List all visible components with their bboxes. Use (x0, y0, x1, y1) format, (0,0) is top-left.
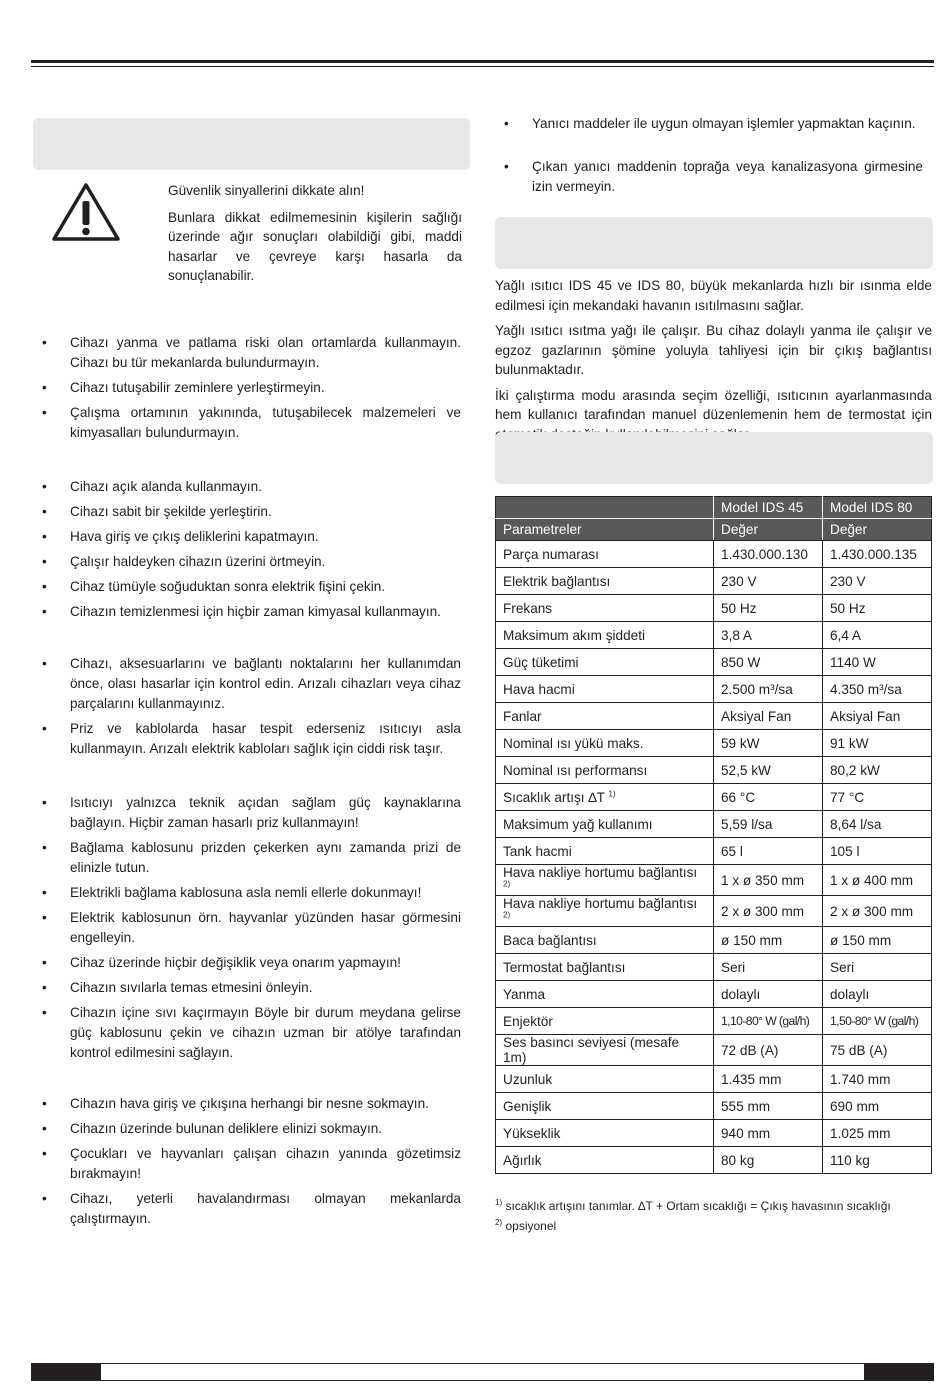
bullet-item: • Cihazı, yeterli havalandırması olmayan mekanlarda çalıştırmayın. (33, 1189, 461, 1229)
bullet-item: • Priz ve kablolarda hasar tespit ederseniz ısıtıcıyı asla kullanmayın. Arızalı elektrik kabloları sağlık için ciddi risk taşır. (33, 719, 461, 759)
footnotes (495, 1196, 932, 1236)
bullet-item: • Çocukları ve hayvanları çalışan cihazın yanında gözetimsiz bırakmayın! (33, 1144, 461, 1184)
value-cell: 2 x ø 300 mm (714, 896, 823, 927)
bullet-item: • Cihazın sıvılarla temas etmesini önleyin. (33, 978, 461, 998)
parameter-cell: Maksimum yağ kullanımı (496, 811, 714, 838)
bullet-item: • Cihazı açık alanda kullanmayın. (33, 477, 461, 497)
value-cell: 555 mm (714, 1093, 823, 1120)
right-bullet-2: • Çıkan yanıcı maddenin toprağa veya kanalizasyona girmesine izin vermeyin. (495, 157, 923, 197)
bullet-item: • Cihazı, aksesuarlarını ve bağlantı noktalarını her kullanımdan önce, olası hasarlar için kontrol edin. Arızalı cihazları veya cihaz parçalarını kullanmayınız. (33, 654, 461, 714)
bullet-item: • Cihaz üzerinde hiçbir değişiklik veya onarım yapmayın! (33, 953, 461, 973)
bullet-item: • Cihazı tutuşabilir zeminlere yerleştirmeyin. (33, 378, 461, 398)
value-cell: dolaylı (823, 981, 932, 1008)
parameter-cell: Yanma (496, 981, 714, 1008)
value-cell: 940 mm (714, 1120, 823, 1147)
table-header-row-1 (496, 497, 932, 519)
bullet-item: • Isıtıcıyı yalnızca teknik açıdan sağlam güç kaynaklarına bağlayın. Hiçbir zaman hasarlı priz kullanmayın! (33, 793, 461, 833)
value-cell: 1140 W (823, 649, 932, 676)
parameter-cell: Nominal ısı performansı (496, 757, 714, 784)
table-row (496, 1093, 932, 1120)
table-row (496, 757, 932, 784)
value-cell: 690 mm (823, 1093, 932, 1120)
parameter-cell: Hava nakliye hortumu bağlantısı $^{2)}$ (496, 896, 714, 927)
table-row (496, 1147, 932, 1174)
table-row (496, 622, 932, 649)
value-cell: 1 x ø 400 mm (823, 865, 932, 896)
table-row (496, 1066, 932, 1093)
table-row (496, 568, 932, 595)
value-cell: 1.740 mm (823, 1066, 932, 1093)
value-cell: 6,4 A (823, 622, 932, 649)
warning-line-1: Güvenlik sinyallerini dikkate alın! (168, 183, 365, 198)
header-cell: Model IDS 80 (823, 497, 932, 519)
value-cell: 65 l (714, 838, 823, 865)
value-cell: 1,50-80° W (gal/h) (823, 1008, 932, 1035)
table-row (496, 896, 932, 927)
value-cell: 850 W (714, 649, 823, 676)
table-row (496, 703, 932, 730)
value-cell: 50 Hz (714, 595, 823, 622)
bullet-item: • Cihazı yanma ve patlama riski olan ortamlarda kullanmayın. Cihazı bu tür mekanlarda bulundurmayın. (33, 333, 461, 373)
description (495, 276, 932, 450)
bullet-item: • Bağlama kablosunu prizden çekerken aynı zamanda prizi de elinizle tutun. (33, 838, 461, 878)
value-cell: ø 150 mm (823, 927, 932, 954)
table-row (496, 730, 932, 757)
parameter-cell: Enjektör (496, 1008, 714, 1035)
value-cell: 1 x ø 350 mm (714, 865, 823, 896)
value-cell: Seri (823, 954, 932, 981)
table-row (496, 649, 932, 676)
value-cell: Aksiyal Fan (823, 703, 932, 730)
value-cell: 91 kW (823, 730, 932, 757)
header-cell: Değer (823, 519, 932, 541)
table-row (496, 927, 932, 954)
right-bullets (495, 114, 923, 202)
value-cell: 80,2 kW (823, 757, 932, 784)
bullet-item: • Elektrik kablosunun örn. hayvanlar yüzünden hasar görmesini engelleyin. (33, 908, 461, 948)
value-cell: 5,59 l/sa (714, 811, 823, 838)
parameter-cell: Hava hacmi (496, 676, 714, 703)
value-cell: 230 V (714, 568, 823, 595)
bullet-item: • Elektrikli bağlama kablosuna asla nemli ellerle dokunmayı! (33, 883, 461, 903)
value-cell: 1.430.000.135 (823, 541, 932, 568)
value-cell: 105 l (823, 838, 932, 865)
value-cell: 1.435 mm (714, 1066, 823, 1093)
bullet-item: • Cihazın üzerinde bulunan deliklere elinizi sokmayın. (33, 1119, 461, 1139)
parameter-cell: Genişlik (496, 1093, 714, 1120)
bullet-item: • Hava giriş ve çıkış deliklerini kapatmayın. (33, 527, 461, 547)
table-row (496, 784, 932, 811)
bullet-item: • Cihazın içine sıvı kaçırmayın Böyle bir durum meydana gelirse güç kablosunu çekin ve cihazın uzman bir atölye tarafından kontrol edilmesini sağlayın. (33, 1003, 461, 1063)
parameter-cell: Tank hacmi (496, 838, 714, 865)
bullet-group-2 (33, 477, 461, 627)
table-row (496, 1120, 932, 1147)
bullet-item: • Cihaz tümüyle soğuduktan sonra elektrik fişini çekin. (33, 577, 461, 597)
value-cell: 75 dB (A) (823, 1035, 932, 1066)
parameter-cell: Hava nakliye hortumu bağlantısı $^{2)}$ (496, 865, 714, 896)
bullet-item: • Çalışma ortamının yakınında, tutuşabilecek malzemeleri ve kimyasalları bulundurmayın. (33, 403, 461, 443)
table-row (496, 676, 932, 703)
footnote-1: $^{1)}$ sıcaklık artışını tanımlar. ∆T + Ortam sıcaklığı = Çıkış havasının sıcaklığı (495, 1198, 891, 1213)
parameter-cell: Parça numarası (496, 541, 714, 568)
value-cell: 66 °C (714, 784, 823, 811)
bullet-item: • Çalışır haldeyken cihazın üzerini örtmeyin. (33, 552, 461, 572)
left-section-heading (33, 118, 470, 170)
value-cell: 80 kg (714, 1147, 823, 1174)
parameter-cell: Nominal ısı yükü maks. (496, 730, 714, 757)
table-row (496, 1035, 932, 1066)
value-cell: 230 V (823, 568, 932, 595)
value-cell: 3,8 A (714, 622, 823, 649)
bullet-group-3 (33, 654, 461, 764)
table-row (496, 811, 932, 838)
footnote-2: $^{2)}$ opsiyonel (495, 1218, 557, 1233)
table-row (496, 981, 932, 1008)
warning-line-2: Bunlara dikkat edilmemesinin kişilerin sağlığı üzerinde ağır sonuçları olabildiği gibi, maddi hasarlar ve çevreye karşı hasarla da sonuçlanabilir. (168, 209, 462, 283)
parameter-cell: Ses basıncı seviyesi (mesafe 1m) (496, 1035, 714, 1066)
bullet-group-5 (33, 1094, 461, 1234)
value-cell: 77 °C (823, 784, 932, 811)
right-bullet-1: • Yanıcı maddeler ile uygun olmayan işlemler yapmaktan kaçının. (495, 114, 923, 134)
parameter-cell: Elektrik bağlantısı (496, 568, 714, 595)
value-cell: Seri (714, 954, 823, 981)
parameter-cell: Maksimum akım şiddeti (496, 622, 714, 649)
value-cell: dolaylı (714, 981, 823, 1008)
value-cell: 72 dB (A) (714, 1035, 823, 1066)
description-para-3: İki çalıştırma modu arasında seçim özelliği, ısıtıcının ayarlanmasında hem kullanıcı tarafından manuel düzenlemenin hem de termostat için (495, 387, 932, 422)
parameter-cell: Frekans (496, 595, 714, 622)
bullet-item: • Cihazı sabit bir şekilde yerleştirin. (33, 502, 461, 522)
table-row (496, 865, 932, 896)
technical-data-heading (495, 432, 933, 484)
value-cell: 2 x ø 300 mm (823, 896, 932, 927)
description-para-2: Yağlı ısıtıcı ısıtma yağı ile çalışır. Bu cihaz dolaylı yanma ile çalışır ve egzoz gazlarının şömine yoluyla tahliyesi için bir çıkış bağlantısı bulunmaktadır. (495, 323, 932, 377)
parameter-cell: Güç tüketimi (496, 649, 714, 676)
parameter-cell: Termostat bağlantısı (496, 954, 714, 981)
parameter-cell: Baca bağlantısı (496, 927, 714, 954)
value-cell: 110 kg (823, 1147, 932, 1174)
value-cell: 4.350 m³/sa (823, 676, 932, 703)
parameter-cell: Fanlar (496, 703, 714, 730)
value-cell: 50 Hz (823, 595, 932, 622)
table-row (496, 954, 932, 981)
warning-text (168, 181, 462, 293)
value-cell: Aksiyal Fan (714, 703, 823, 730)
bullet-group-1 (33, 333, 461, 448)
bullet-item: • Cihazın temizlenmesi için hiçbir zaman kimyasal kullanmayın. (33, 602, 461, 622)
value-cell: 1.430.000.130 (714, 541, 823, 568)
parameter-cell: Sıcaklık artışı ∆T $^{1)}$ (496, 784, 714, 811)
value-cell: 2.500 m³/sa (714, 676, 823, 703)
value-cell: 52,5 kW (714, 757, 823, 784)
parameter-cell: Uzunluk (496, 1066, 714, 1093)
parameter-cell: Ağırlık (496, 1147, 714, 1174)
header-cell (496, 497, 714, 519)
header-rule-thick (31, 60, 934, 63)
description-heading (495, 217, 933, 269)
footer-bar-inner (101, 1364, 864, 1380)
value-cell: 1.025 mm (823, 1120, 932, 1147)
table-row (496, 1008, 932, 1035)
bullet-item: • Cihazın hava giriş ve çıkışına herhangi bir nesne sokmayın. (33, 1094, 461, 1114)
table-row (496, 838, 932, 865)
description-para-1: Yağlı ısıtıcı IDS 45 ve IDS 80, büyük mekanlarda hızlı bir ısınma elde edilmesi için mekandaki havanın ısıtılmasını sağlar. (495, 278, 932, 313)
value-cell: 1,10-80° W (gal/h) (714, 1008, 823, 1035)
parameter-cell: Yükseklik (496, 1120, 714, 1147)
warning-triangle-icon (50, 181, 122, 243)
header-cell: Parametreler (496, 519, 714, 541)
value-cell: ø 150 mm (714, 927, 823, 954)
value-cell: 59 kW (714, 730, 823, 757)
value-cell: 8,64 l/sa (823, 811, 932, 838)
header-cell: Değer (714, 519, 823, 541)
header-rule-thin (31, 66, 934, 67)
technical-data-table (495, 496, 932, 1174)
header-cell: Model IDS 45 (714, 497, 823, 519)
table-row (496, 595, 932, 622)
table-row (496, 541, 932, 568)
table-header-row-2 (496, 519, 932, 541)
bullet-group-4 (33, 793, 461, 1068)
